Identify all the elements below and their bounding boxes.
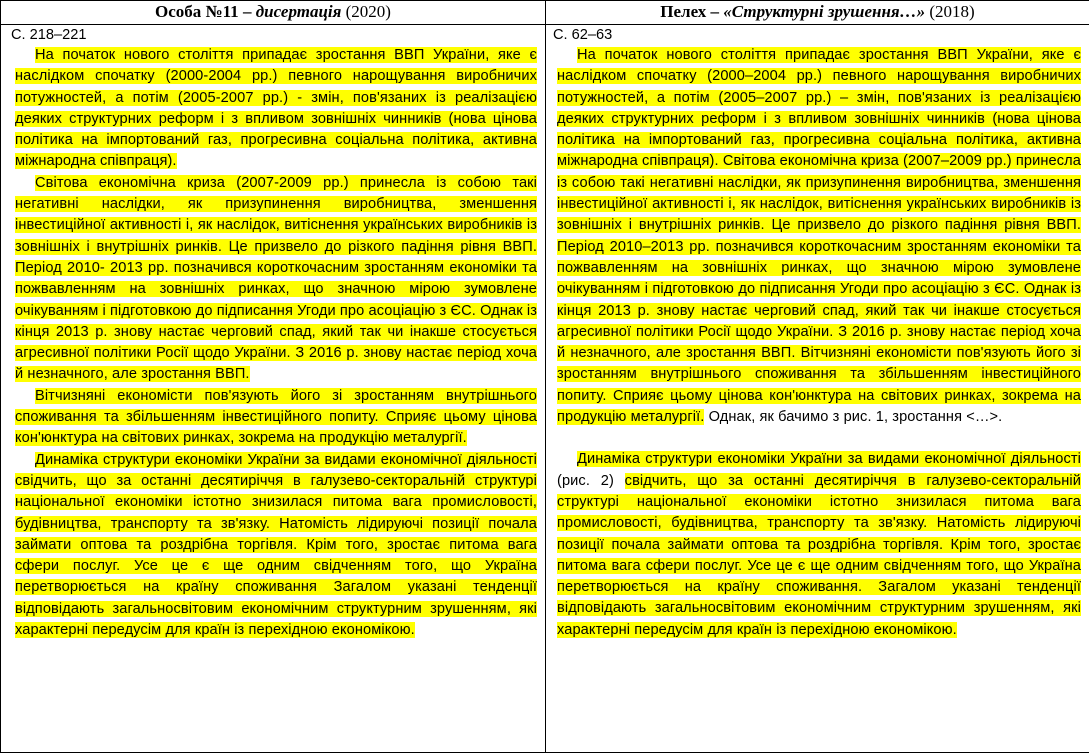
left-header-title: дисертація	[255, 2, 342, 21]
right-column-header	[546, 1, 1089, 25]
header-row	[1, 1, 1089, 25]
left-paragraph-1	[15, 45, 537, 173]
right-paragraph-gap	[557, 428, 1081, 449]
right-paragraph-1-tail: Однак, як бачимо з рис. 1, зростання <…>.	[704, 409, 1003, 426]
right-paragraph-1-text: На початок нового століття припадає зростання ВВП України, яке є наслідком спочатку (2000–2004 рр.) певного нарощування виробничих потужностей, а потім (2005–2007 рр.) – змін, пов'язаних із реалізацією деяких структурних реформ і з впливом зовнішніх чинників (нова цінова політика на імпортований газ, прогресивна соціальна політика, активна міжнародна співпраця). Світова економічна криза (2007–2009 рр.) принесла із собою такі негативні наслідки, як призупинення виробництва, зменшення інвестиційної активності і, як наслідок, витіснення українських виробників із зовнішніх і внутрішніх ринків. Це призвело до різкого падіння рівня ВВП. Період 2010–2013 рр. позначився короткочасним зростанням економіки та пожвавленням на зовнішніх ринках, що значною мірою зумовлене очікуванням і підготовкою до підписання Угоди про асоціацію з ЄС. Однак із кінця 2013 р. знову настає черговий спад, який так чи інакше стосується агресивної політики Росії щодо України. З 2016 р. знову настає період хоча й незначного, але зростання ВВП. Вітчизняні економісти пов'язують його зі зростанням внутрішнього споживання та збільшенням інвестиційного попиту. Сприяє цьому цінова кон'юнктура на світових ринках, зокрема на продукцію металургії.	[557, 47, 1081, 426]
left-column-header	[1, 1, 546, 25]
right-header-author: Пелех	[660, 2, 707, 21]
right-page-range: С. 62–63	[553, 27, 613, 43]
right-paragraph-2-text-b: свідчить, що за останні десятиріччя в галузево-секторальній структурі національної економіки істотно знизилася питома вага промисловості, будівництва, транспорту та зв'язку. Натомість лідируючі позиції почала займати оптова та роздрібна торгівля. Крім того, зростає питома вага сфери послуг. Усе це є ще одним свідченням того, що Україна перетворюється на країну споживання. Загалом указані тенденції відповідають загальносвітовим економічним структурним зрушенням, які характерні передусім для країн із перехідною економікою.	[557, 472, 1081, 638]
right-header-title: «Структурні зрушення…»	[723, 2, 926, 21]
right-header-year: (2018)	[925, 2, 975, 21]
left-header-year: (2020)	[341, 2, 391, 21]
left-paragraph-4	[15, 450, 537, 642]
right-header-sep: –	[706, 2, 724, 21]
right-paragraph-1	[557, 45, 1081, 428]
right-paragraph-2-text-a: Динаміка структури економіки України за видами економічної діяльності	[577, 451, 1081, 468]
left-paragraph-1-text: На початок нового століття припадає зростання ВВП України, яке є наслідком спочатку (2000-2004 рр.) певного нарощування виробничих потужностей, а потім (2005-2007 рр.) - змін, пов'язаних із реалізацією деяких структурних реформ і з впливом зовнішніх чинників (нова цінова політика на імпортований газ, прогресивна соціальна політика, активна міжнародна співпраця).	[15, 47, 537, 170]
right-figure-reference: (рис. 2)	[557, 472, 625, 489]
left-column	[1, 25, 546, 753]
left-paragraph-2-text: Світова економічна криза (2007-2009 рр.) принесла із собою такі негативні наслідки, як призупинення виробництва, зменшення інвестиційної активності і, як наслідок, витіснення українських виробників із зовнішніх і внутрішніх ринків. Це призвело до різкого падіння рівня ВВП. Період 2010- 2013 рр. позначився короткочасним зростанням економіки та пожвавленням на зовнішніх ринках, що значною мірою зумовлене очікуванням і підготовкою до підписання Угоди про асоціацію з ЄС. Однак із кінця 2013 р. знову настає черговий спад, який так чи інакше стосується агресивної політики Росії щодо України. З 2016 р. знову настає період хоча й незначного, але зростання ВВП.	[15, 174, 537, 383]
left-paragraph-3	[15, 386, 537, 450]
left-paragraph-2	[15, 173, 537, 386]
left-header-author: Особа №11	[155, 2, 239, 21]
right-column	[546, 25, 1089, 753]
right-paragraph-2	[557, 449, 1081, 641]
left-page-range: С. 218–221	[11, 27, 87, 43]
left-paragraph-3-text: Вітчизняні економісти пов'язують його зі зростанням внутрішнього споживання та збільшенням інвестиційного попиту. Сприяє цьому цінова кон'юнктура на світових ринках, зокрема на продукцію металургії.	[15, 387, 537, 447]
body-row	[1, 25, 1089, 753]
left-header-sep: –	[238, 2, 256, 21]
left-paragraph-4-text: Динаміка структури економіки України за видами економічної діяльності свідчить, що за останні десятиріччя в галузево-секторальній структурі національної економіки істотно знизилася питома вага промисловості, будівництва, транспорту та зв'язку. Натомість лідируючі позиції почала займати оптова та роздрібна торгівля. Крім того, зростає питома вага сфери послуг. Усе це є ще одним свідченням того, що Україна перетворюється на країну споживання Загалом указані тенденції відповідають загальносвітовим економічним структурним зрушенням, які характерні передусім для країн із перехідною економікою.	[15, 451, 537, 639]
